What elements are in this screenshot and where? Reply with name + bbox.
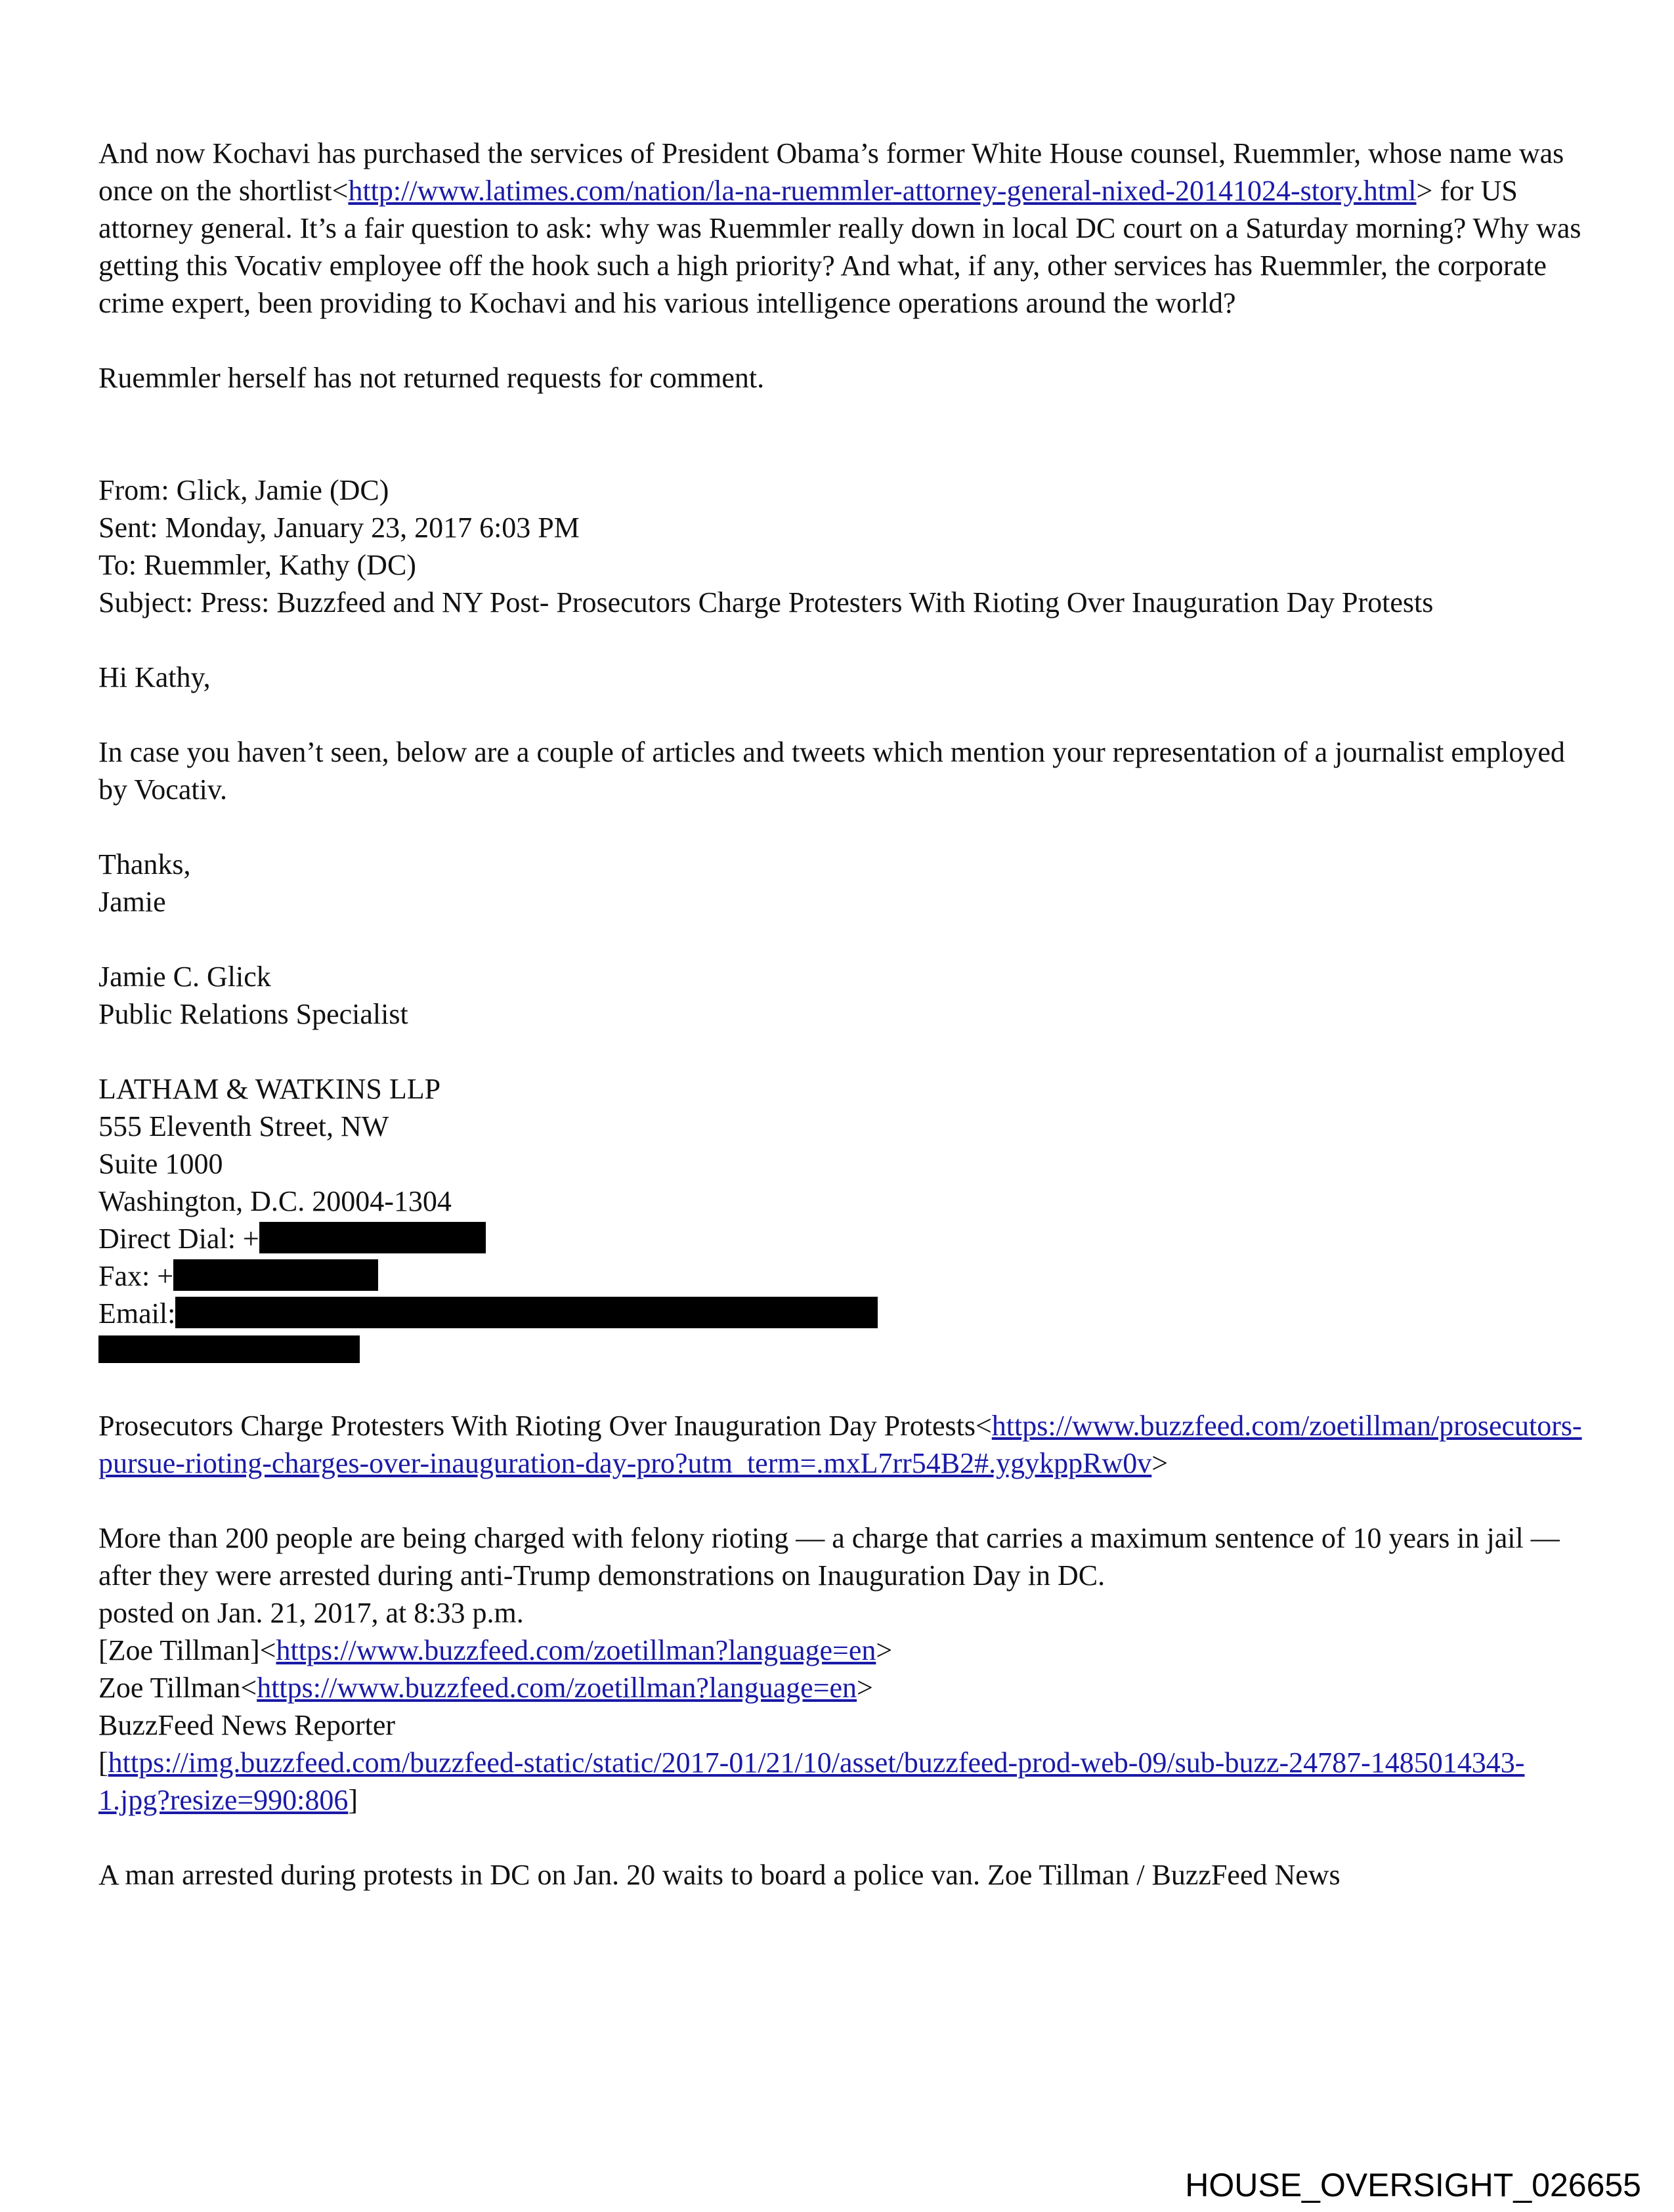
redaction-block: [259, 1222, 486, 1253]
email-signoff: Jamie: [98, 886, 166, 918]
direct-dial-line: [98, 1220, 1582, 1257]
signature-street: 555 Eleventh Street, NW: [98, 1110, 389, 1142]
author-link[interactable]: https://www.buzzfeed.com/zoetillman?language=en: [276, 1634, 876, 1666]
intro-text-b: > for US attorney general. It’s a fair question to ask: why was Ruemmler really down in local DC court on a Saturday morning? Why was getting this Vocativ employee off the hook such a high priority? And what, if any, other services has Ruemmler, the corporate crime expert, been providing to Kochavi and his various intelligence operations around the world?: [98, 175, 1581, 319]
signature-suite: Suite 1000: [98, 1148, 223, 1180]
image-link[interactable]: https://img.buzzfeed.com/buzzfeed-static/static/2017-01/21/10/asset/buzzfeed-prod-web-09/sub-buzz-24787-1485014343-1.jpg?resize=990:806: [98, 1746, 1525, 1816]
author-line-2: Zoe Tillman<https://www.buzzfeed.com/zoetillman?language=en>: [98, 1672, 873, 1704]
author-line-1: [Zoe Tillman]<https://www.buzzfeed.com/zoetillman?language=en>: [98, 1634, 893, 1666]
redacted-link-line: [98, 1332, 1582, 1370]
intro-text-a: And now Kochavi has purchased the services of President Obama’s former White House counsel, Ruemmler, whose name was once on the shortlist<: [98, 137, 1564, 207]
document-body: [98, 135, 1582, 1894]
article-summary: More than 200 people are being charged with felony rioting — a charge that carries a maximum sentence of 10 years in jail — after they were arrested during anti-Trump demonstrations on Inauguration Day in DC.: [98, 1522, 1560, 1592]
bates-number: HOUSE_OVERSIGHT_026655: [1185, 2167, 1641, 2203]
redaction-block: [175, 1297, 878, 1328]
author-role: BuzzFeed News Reporter: [98, 1709, 396, 1741]
email-label: Email:: [98, 1297, 176, 1330]
intro-paragraph: [98, 135, 1582, 322]
signature-firm: LATHAM & WATKINS LLP: [98, 1073, 441, 1105]
redaction-block: [98, 1335, 360, 1363]
redaction-block: [173, 1259, 378, 1291]
email-body: In case you haven’t seen, below are a couple of articles and tweets which mention your representation of a journalist employed by Vocativ.: [98, 736, 1565, 806]
no-comment-paragraph: Ruemmler herself has not returned requests for comment.: [98, 362, 765, 394]
fax-line: [98, 1257, 1582, 1295]
signature-title: Public Relations Specialist: [98, 998, 408, 1030]
signature-name: Jamie C. Glick: [98, 961, 271, 993]
image-link-line: [https://img.buzzfeed.com/buzzfeed-static/static/2017-01/21/10/asset/buzzfeed-prod-web-09/sub-buzz-24787-1485014343-1.jpg?resize=990:806]: [98, 1746, 1525, 1816]
article-headline: Prosecutors Charge Protesters With Rioting Over Inauguration Day Protests<https://www.buzzfeed.com/zoetillman/prosecutors-pursue-rioting-charges-over-inauguration-day-pro?utm_term=.mxL7rr54B2#.ygykppRw0v>: [98, 1410, 1582, 1479]
article-posted: posted on Jan. 21, 2017, at 8:33 p.m.: [98, 1597, 524, 1629]
photo-caption: A man arrested during protests in DC on Jan. 20 waits to board a police van. Zoe Tillman / BuzzFeed News: [98, 1859, 1341, 1891]
direct-dial-label: Direct Dial: +: [98, 1223, 259, 1255]
email-greeting: Hi Kathy,: [98, 661, 211, 693]
email-from: From: Glick, Jamie (DC): [98, 474, 389, 506]
email-sent: Sent: Monday, January 23, 2017 6:03 PM: [98, 511, 580, 544]
latimes-link[interactable]: http://www.latimes.com/nation/la-na-ruemmler-attorney-general-nixed-20141024-story.html: [348, 175, 1417, 207]
email-line: [98, 1295, 1582, 1332]
email-thanks: Thanks,: [98, 848, 191, 880]
email-to: To: Ruemmler, Kathy (DC): [98, 549, 416, 581]
email-subject: Subject: Press: Buzzfeed and NY Post- Prosecutors Charge Protesters With Rioting Over Inauguration Day Protests: [98, 586, 1434, 618]
author-link[interactable]: https://www.buzzfeed.com/zoetillman?language=en: [257, 1672, 857, 1704]
signature-city: Washington, D.C. 20004-1304: [98, 1185, 452, 1217]
buzzfeed-article-link[interactable]: https://www.buzzfeed.com/zoetillman/prosecutors-pursue-rioting-charges-over-inauguration-day-pro?utm_term=.mxL7rr54B2#.ygykppRw0v: [98, 1410, 1582, 1479]
fax-label: Fax: +: [98, 1260, 174, 1292]
article-headline-text: Prosecutors Charge Protesters With Rioting Over Inauguration Day Protests<: [98, 1410, 992, 1442]
